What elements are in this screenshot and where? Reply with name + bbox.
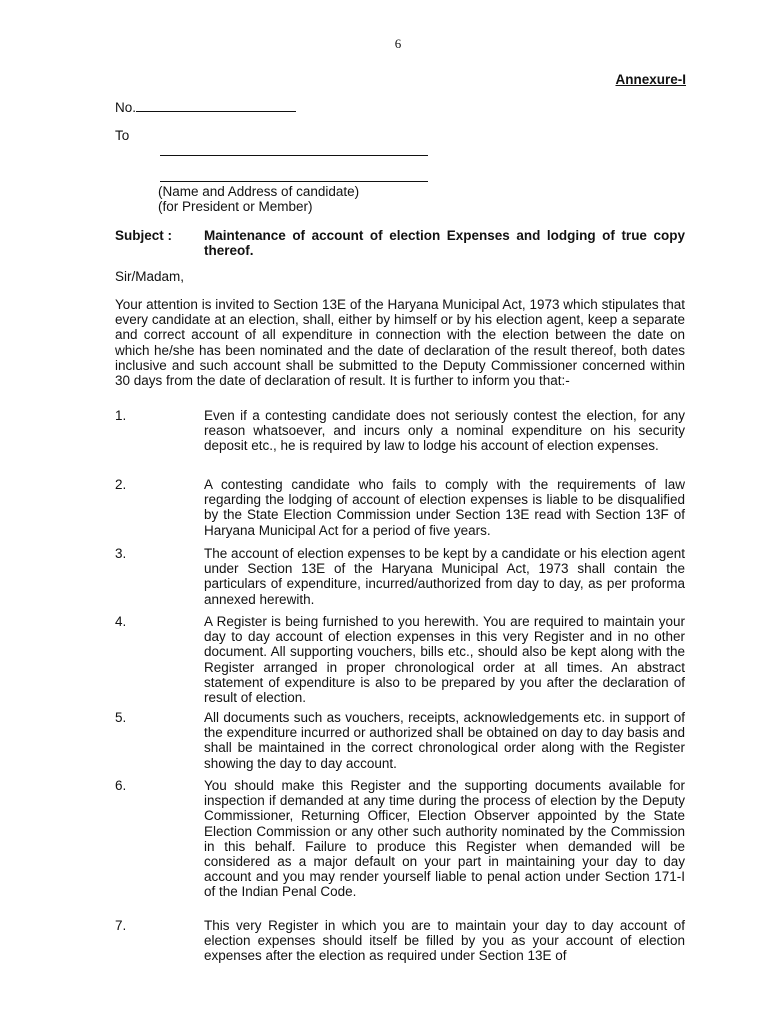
- list-item-text: This very Register in which you are to maintain your day to day account of election expenses should itself be filled by you as your account of election expenses after the election as required under Section 13E of: [204, 918, 685, 964]
- list-item-text: All documents such as vouchers, receipts, acknowledgements etc. in support of the expenditure incurred or authorized shall be obtained on day to day basis and shall be maintained in the correct chronological order along with the Register showing the day to day account.: [204, 710, 685, 771]
- address-note-name: (Name and Address of candidate): [158, 184, 360, 199]
- list-item-number: 3.: [115, 546, 127, 561]
- list-item-text: The account of election expenses to be kept by a candidate or his election agent under Section 13E of the Haryana Municipal Act, 1973 shall contain the particulars of expenditure, incurred/authorized from day to day, as per proforma annexed herewith.: [204, 546, 685, 607]
- list-item-number: 5.: [115, 710, 127, 725]
- salutation: Sir/Madam,: [115, 269, 185, 284]
- address-blank-line-2: [160, 170, 428, 185]
- address-blank-line-1: [160, 144, 428, 159]
- address-note-position: (for President or Member): [158, 199, 313, 214]
- no-blank-line: [136, 111, 296, 112]
- list-item-text: A Register is being furnished to you herewith. You are required to maintain your day to day account of election expenses in this very Register and in no other document. All supporting vouchers, bills etc., should also be kept along with the Register arranged in proper chronological order at all times. An abstract statement of expenditure is also to be prepared by you after the declaration of result of election.: [204, 614, 685, 706]
- list-item-text: A contesting candidate who fails to comply with the requirements of law regarding the lodging of account of election expenses is liable to be disqualified by the State Election Commission under Section 13E read with Section 13F of Haryana Municipal Act for a period of five years.: [204, 477, 685, 538]
- list-item-number: 2.: [115, 477, 127, 492]
- page-number: 6: [394, 36, 402, 51]
- list-item-text: Even if a contesting candidate does not seriously contest the election, for any reason whatsoever, and incurs only a nominal expenditure on his security deposit etc., he is required by law to lodge his account of election expenses.: [204, 408, 685, 454]
- list-item-number: 6.: [115, 778, 127, 793]
- reference-number: [115, 100, 296, 115]
- annexure-heading: Annexure-I: [615, 72, 686, 87]
- no-label: No.: [115, 100, 137, 115]
- list-item-number: 1.: [115, 408, 127, 423]
- list-item-text: You should make this Register and the supporting documents available for inspection if demanded at any time during the process of election by the Deputy Commissioner, Returning Officer, Election Observer appointed by the State Election Commission or any other such authority nominated by the Commission in this behalf. Failure to produce this Register when demanded will be considered as a major default on your part in maintaining your day to day account and you may render yourself liable to penal action under Section 171-I of the Indian Penal Code.: [204, 778, 685, 900]
- subject-label: Subject :: [115, 228, 173, 243]
- list-item-number: 7.: [115, 918, 127, 933]
- to-label: To: [115, 128, 130, 143]
- intro-paragraph: Your attention is invited to Section 13E of the Haryana Municipal Act, 1973 which stipulates that every candidate at an election, shall, either by himself or by his election agent, keep a separate and correct account of all expenditure in connection with the election between the date on which he/she has been nominated and the date of declaration of the result thereof, both dates inclusive and such account shall be submitted to the Deputy Commissioner concerned within 30 days from the date of declaration of result. It is further to inform you that:-: [115, 297, 685, 389]
- subject-text: Maintenance of account of election Expenses and lodging of true copy thereof.: [204, 228, 685, 259]
- list-item-number: 4.: [115, 614, 127, 629]
